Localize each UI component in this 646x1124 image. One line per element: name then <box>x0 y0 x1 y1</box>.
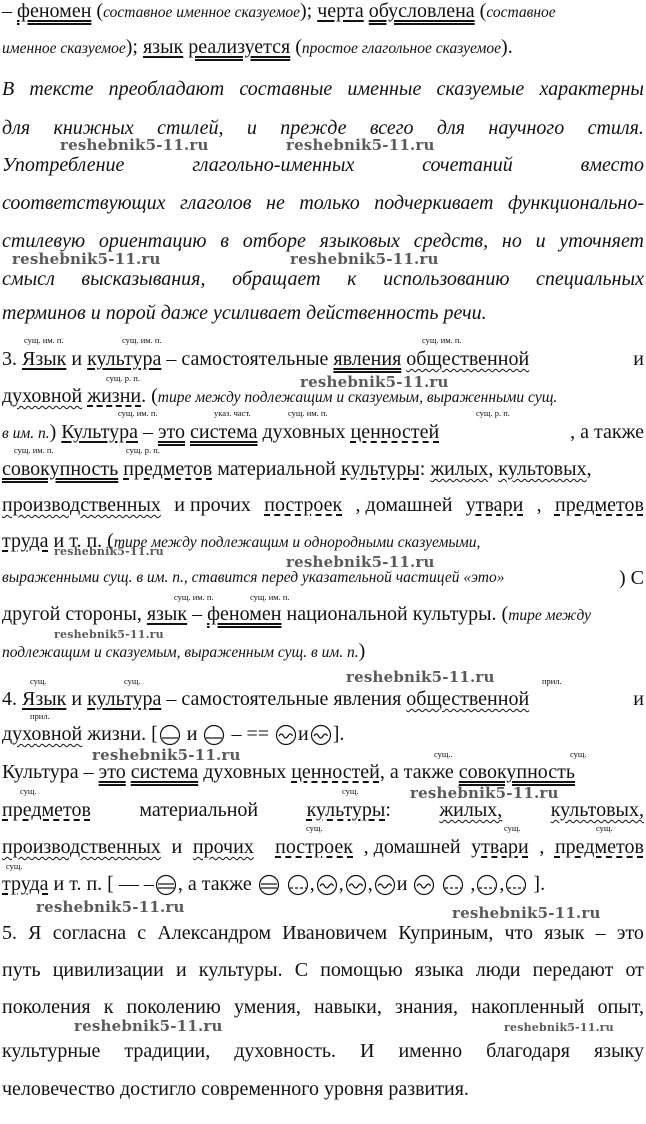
predicate-word: реализуется <box>188 36 291 58</box>
circle-dashed-line-icon <box>442 874 464 896</box>
watermark: reshebnik5-11.ru <box>36 898 185 916</box>
paragraph-line: смысл высказывания, обращает к использованию специальных <box>2 268 644 290</box>
text-line: предметов материальной культуры: жилых, культовых, <box>2 799 644 821</box>
text-line: Культура – это система духовных ценностей, а также совокупность <box>2 761 576 783</box>
text-line: человечество достигло современного уровня развития. <box>2 1078 469 1100</box>
watermark: reshebnik5-11.ru <box>12 250 161 268</box>
text-line: путь цивилизации и культуры. С помощью языка люди передают от <box>2 959 644 981</box>
paragraph-line: терминов и порой даже усиливает действенность речи. <box>2 302 487 324</box>
circle-wavy-line-icon <box>413 874 435 896</box>
text-line: 5. Я согласна с Александром Ивановичем Куприным, что язык – это <box>2 922 644 944</box>
annotation: сущ. <box>30 676 47 686</box>
watermark: reshebnik5-11.ru <box>54 545 164 558</box>
circle-wavy-line-icon <box>374 874 396 896</box>
text-line: именное сказуемое); язык реализуется (простое глагольное сказуемое). <box>2 36 513 58</box>
text-line: труда и т. п. [ — – , а также , , , и , , ]. <box>2 873 546 895</box>
annotation: сущ. <box>596 823 613 833</box>
annotation: сущ. р. п. <box>126 445 160 455</box>
annotation: сущ. <box>6 861 23 871</box>
subject-word: черта <box>317 0 364 22</box>
circle-double-line-icon <box>258 874 280 896</box>
circle-wavy-line-icon <box>310 724 332 746</box>
watermark: reshebnik5-11.ru <box>92 746 241 764</box>
text-line: совокупность предметов материальной культуры: жилых, культовых, <box>2 458 592 480</box>
annotation: указ. част. <box>214 408 251 418</box>
annotation: сущ. <box>342 786 359 796</box>
watermark: reshebnik5-11.ru <box>346 668 495 686</box>
text-line: выраженными сущ. в им. п., ставится перед указательной частицей «это» ) С <box>2 567 644 589</box>
text-line: производственных и прочих построек , домашней утвари , предметов <box>2 836 644 858</box>
watermark: reshebnik5-11.ru <box>410 784 559 802</box>
annotation: сущ. <box>20 786 37 796</box>
circle-single-line-icon <box>203 724 225 746</box>
text-line: 3. Язык и культура – самостоятельные явления общественной и <box>2 348 644 370</box>
circle-dashed-line-icon <box>505 874 527 896</box>
circle-dashed-line-icon <box>476 874 498 896</box>
annotation: сущ. им. п. <box>118 408 158 418</box>
annotation: прил. <box>542 676 562 686</box>
circle-wavy-line-icon <box>275 724 297 746</box>
annotation: сущ. <box>124 676 141 686</box>
text-line: культурные традиции, духовность. И именно благодаря языку <box>2 1040 644 1062</box>
watermark: reshebnik5-11.ru <box>290 250 439 268</box>
annotation: сущ. им. п. <box>250 592 290 602</box>
circle-wavy-line-icon <box>345 874 367 896</box>
annotation: сущ. им. п. <box>24 335 64 345</box>
text-line: в им. п.) Культура – это система духовных ценностей , а также <box>2 421 644 443</box>
watermark: reshebnik5-11.ru <box>300 373 449 391</box>
annotation: сущ. им. п. <box>422 335 462 345</box>
annotation: сущ. р. п. <box>106 373 140 383</box>
paragraph-line: Употребление глагольно-именных сочетаний вместо <box>2 154 644 176</box>
text-line: другой стороны, язык – феномен национальной культуры. (тире между <box>2 603 591 625</box>
subject-word: язык <box>142 36 184 58</box>
text-line: – феномен (составное именное сказуемое); черта обусловлена (составное <box>2 0 556 22</box>
paragraph-line: стилевую ориентацию в отборе языковых средств, но и уточняет <box>2 230 644 252</box>
circle-double-line-icon <box>155 874 177 896</box>
paragraph-line: соответствующих глаголов не только подчеркивает функционально- <box>2 192 644 214</box>
paragraph-line: В тексте преобладают составные именные сказуемые характерны <box>2 78 644 100</box>
text-line: подлежащим и сказуемым, выраженным сущ. в им. п.) <box>2 640 366 662</box>
text-line: духовной жизни. (тире между подлежащим и сказуемым, выраженными сущ. <box>2 385 558 407</box>
watermark: reshebnik5-11.ru <box>60 136 209 154</box>
text-line: 4. Язык и культура – самостоятельные явления общественной и <box>2 688 644 710</box>
annotation: сущ.. <box>434 749 453 759</box>
annotation: прил. <box>30 711 50 721</box>
watermark: reshebnik5-11.ru <box>286 553 435 571</box>
annotation: сущ. <box>306 823 323 833</box>
text-line: производственных и прочих построек , домашней утвари , предметов <box>2 494 644 516</box>
watermark: reshebnik5-11.ru <box>54 628 164 641</box>
annotation: сущ. <box>570 749 587 759</box>
watermark: reshebnik5-11.ru <box>74 1017 223 1035</box>
circle-wavy-line-icon <box>316 874 338 896</box>
text-line: духовной жизни. [ и – == и ]. <box>2 723 345 745</box>
circle-dashed-line-icon <box>287 874 309 896</box>
text-line: поколения к поколению умения, навыки, знания, накопленный опыт, <box>2 996 644 1018</box>
watermark: reshebnik5-11.ru <box>286 136 435 154</box>
watermark: reshebnik5-11.ru <box>452 904 601 922</box>
watermark: reshebnik5-11.ru <box>504 1021 614 1034</box>
annotation: сущ. им. п. <box>288 408 328 418</box>
predicate-word: феномен <box>17 0 92 22</box>
annotation: сущ. р. п. <box>476 408 510 418</box>
circle-single-line-icon <box>159 724 181 746</box>
predicate-word: обусловлена <box>368 0 475 22</box>
annotation: сущ. <box>504 823 521 833</box>
annotation: сущ. им. п. <box>174 592 214 602</box>
annotation: сущ. им. п. <box>122 335 162 345</box>
paragraph-line: для книжных стилей, и прежде всего для научного стиля. <box>2 117 644 139</box>
annotation: сущ. им. п. <box>14 445 54 455</box>
text-line: труда и т. п. (тире между подлежащим и однородными сказуемыми, <box>2 530 481 552</box>
